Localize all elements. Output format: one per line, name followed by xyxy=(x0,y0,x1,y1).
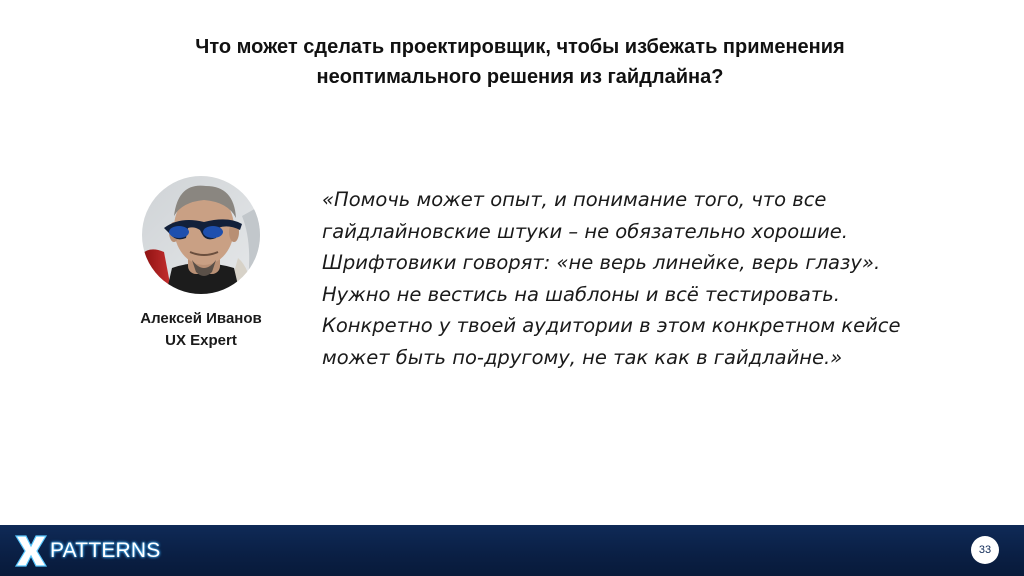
x-logo-icon xyxy=(14,534,48,568)
footer-bar xyxy=(0,525,1024,576)
logo-text: PATTERNS xyxy=(50,539,161,562)
slide-title-line-2: неоптимального решения из гайдлайна? xyxy=(316,66,724,88)
speaker-photo-icon xyxy=(142,176,260,294)
slide-title-line-1: Что может сделать проектировщик, чтобы избежать применения xyxy=(195,36,845,58)
speaker-role: UX Expert xyxy=(165,332,237,349)
speaker-avatar xyxy=(142,176,260,294)
speaker-info xyxy=(110,308,292,352)
slide-title xyxy=(110,32,930,92)
speaker-name: Алексей Иванов xyxy=(140,310,262,327)
x-patterns-logo xyxy=(14,531,161,571)
page-number-badge: 33 xyxy=(971,536,999,564)
quote-text: «Помочь может опыт, и понимание того, что все гайдлайновские штуки – не обязательно хорошие. Шрифтовики говорят: «не верь линейке, верь глазу». Нужно не вестись на шаблоны и всё тестировать. Конкретно у твоей аудитории в этом конкретном кейсе может быть по-другому, не так как в гайдлайне.» xyxy=(322,188,901,369)
